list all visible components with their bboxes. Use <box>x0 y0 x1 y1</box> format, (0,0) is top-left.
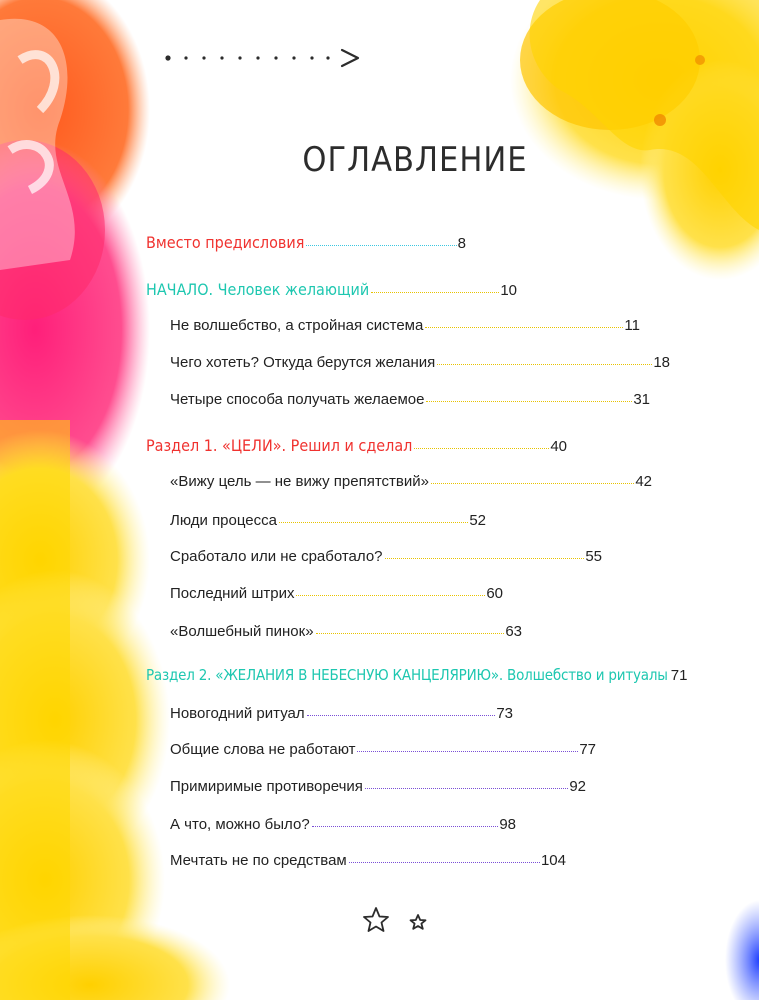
toc-entry-label: Сработало или не сработало? <box>170 548 383 565</box>
toc-entry-label: Чего хотеть? Откуда берутся желания <box>170 354 436 371</box>
toc-entry-label: А что, можно было? <box>170 816 310 833</box>
dot-leader <box>371 292 499 293</box>
dot-leader <box>385 558 585 559</box>
toc-entry-page: 40 <box>550 438 567 455</box>
toc-entry-page: 98 <box>499 816 516 833</box>
toc-entry[interactable] <box>170 391 650 408</box>
toc-entry-label: НАЧАЛО. Человек желающий <box>146 280 370 299</box>
toc-entry-label: Раздел 1. «ЦЕЛИ». Решил и сделал <box>146 436 413 455</box>
toc-entry[interactable] <box>170 778 586 795</box>
dot-leader <box>312 826 499 827</box>
toc-entry[interactable] <box>170 317 640 334</box>
page-title: ОГЛАВЛЕНИЕ <box>302 140 528 180</box>
dot-leader <box>306 245 456 246</box>
toc-entry[interactable] <box>170 623 522 640</box>
toc-entry[interactable] <box>170 354 670 371</box>
dot-leader <box>307 715 496 716</box>
dot-leader <box>431 483 634 484</box>
toc-entry-page: 42 <box>635 473 652 490</box>
toc-entry-page: 71 <box>670 667 688 684</box>
toc-entry[interactable] <box>146 280 517 299</box>
toc-entry[interactable] <box>170 548 602 565</box>
toc-entry-page: 77 <box>579 741 596 758</box>
dot-leader <box>425 327 623 328</box>
dot-leader <box>437 364 652 365</box>
toc-entry[interactable] <box>170 512 486 529</box>
toc-entry-page: 55 <box>585 548 602 565</box>
dot-leader <box>316 633 505 634</box>
toc-entry-page: 73 <box>496 705 513 722</box>
toc-entry-label: Новогодний ритуал <box>170 705 305 722</box>
toc-entry-page: 10 <box>500 282 517 299</box>
toc-entry[interactable] <box>170 705 513 722</box>
dot-leader <box>279 522 468 523</box>
toc-entry-label: «Вижу цель — не вижу препятствий» <box>170 473 429 490</box>
toc-entry[interactable] <box>146 233 466 252</box>
toc-entry-page: 52 <box>469 512 486 529</box>
dot-leader <box>349 862 540 863</box>
toc-entry-label: Примиримые противоречия <box>170 778 363 795</box>
dot-leader <box>296 595 485 596</box>
dot-leader <box>357 751 578 752</box>
toc-entry-page: 104 <box>540 852 566 869</box>
toc-entry-label: Четыре способа получать желаемое <box>170 391 425 408</box>
toc-entry-page: 60 <box>486 585 503 602</box>
toc-entry-label: Мечтать не по средствам <box>170 852 347 869</box>
toc-entry[interactable] <box>170 816 516 833</box>
toc-entry-label: Последний штрих <box>170 585 295 602</box>
toc-entry-label: Раздел 2. «ЖЕЛАНИЯ В НЕБЕСНУЮ КАНЦЕЛЯРИЮ». Волшебство и ритуалы <box>146 666 668 684</box>
doodle-stars-icon <box>360 905 440 935</box>
toc-entry-page: 31 <box>633 391 650 408</box>
toc-entry[interactable] <box>170 585 503 602</box>
toc-entry-page: 63 <box>505 623 522 640</box>
toc-entry[interactable] <box>170 741 596 758</box>
toc-entry-page: 8 <box>457 235 466 252</box>
toc-entry[interactable] <box>146 436 567 455</box>
toc-entry-label: «Волшебный пинок» <box>170 623 314 640</box>
toc-entry-page: 11 <box>624 317 640 334</box>
dot-leader <box>426 401 632 402</box>
dot-leader <box>414 448 549 449</box>
toc-entry[interactable] <box>146 666 688 684</box>
toc-entry-label: Люди процесса <box>170 512 277 529</box>
toc-entry-page: 92 <box>569 778 586 795</box>
toc-entry-label: Вместо предисловия <box>146 233 305 252</box>
toc-entry[interactable] <box>170 473 652 490</box>
toc-entry-page: 18 <box>653 354 670 371</box>
toc-entry[interactable] <box>170 852 566 869</box>
toc-entry-label: Общие слова не работают <box>170 741 356 758</box>
toc-entry-label: Не волшебство, а стройная система <box>170 317 424 334</box>
dot-leader <box>365 788 568 789</box>
